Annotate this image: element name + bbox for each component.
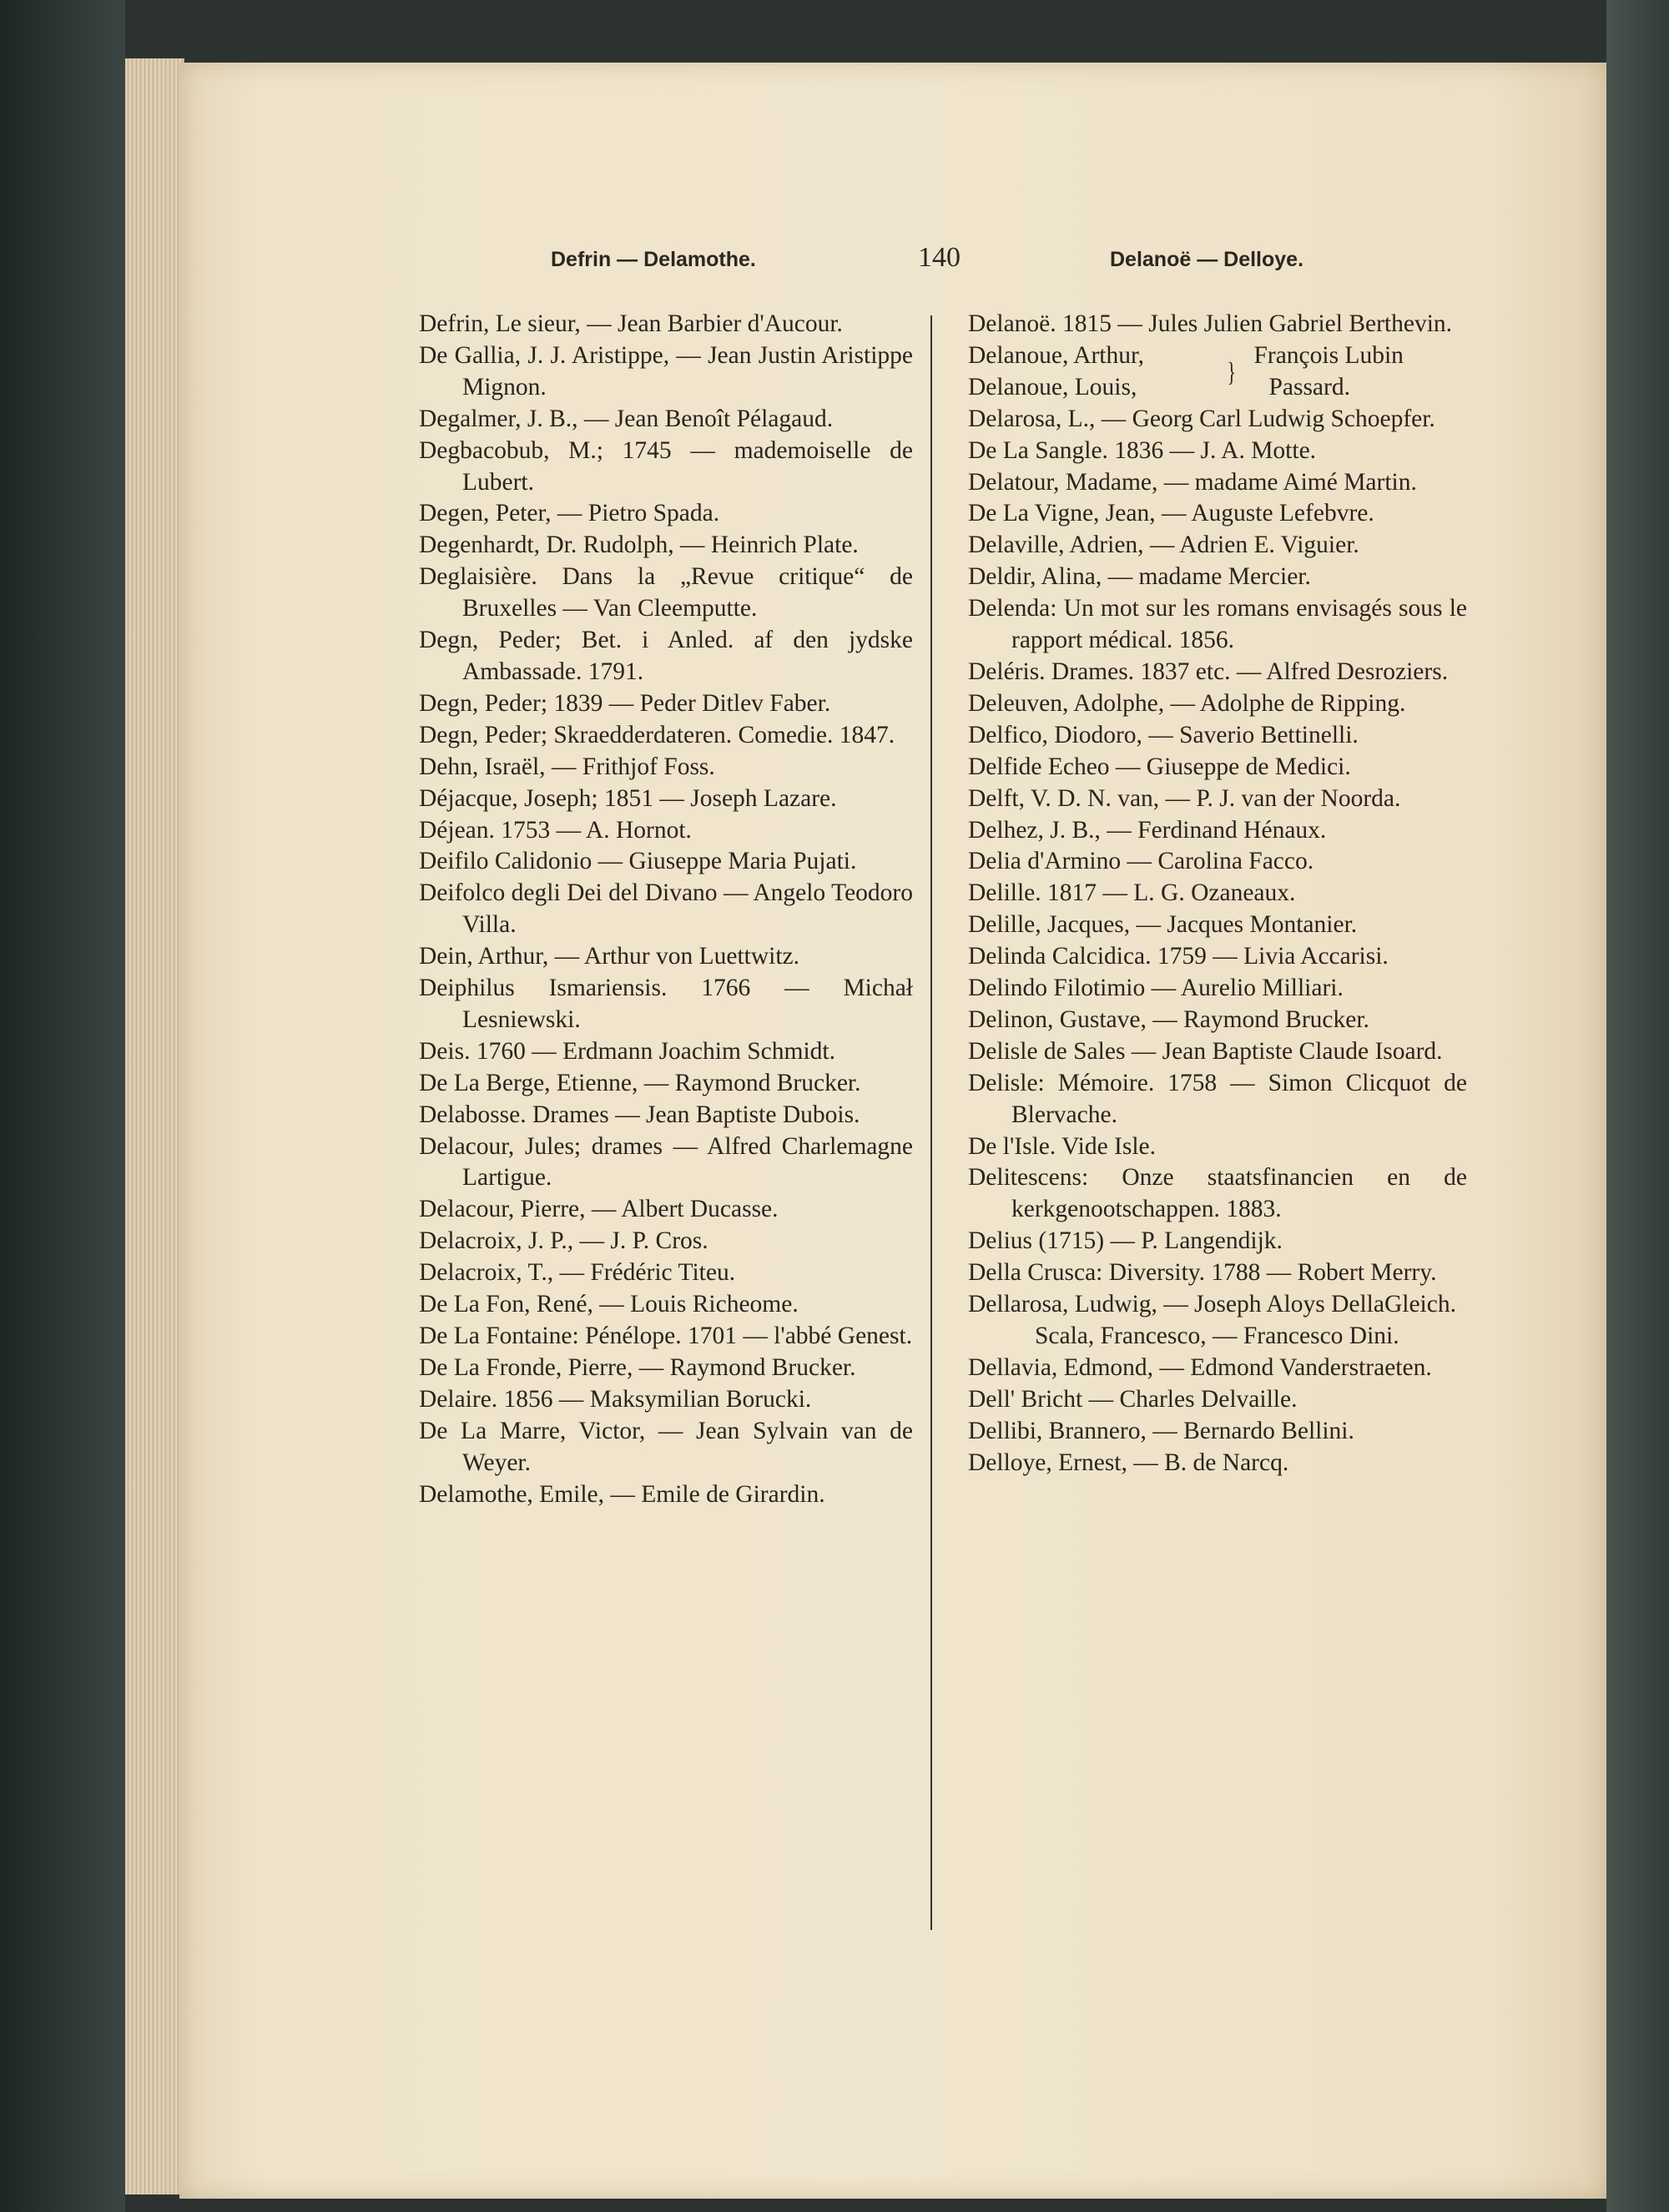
entry-text: Delanoue, Arthur, <box>968 341 1144 369</box>
index-entry: Delille, Jacques, — Jacques Montanier. <box>968 911 1358 939</box>
running-head-right: Delanoë — Delloye. <box>1110 248 1304 271</box>
index-entry: De La Sangle. 1836 — J. A. Motte. <box>968 436 1317 464</box>
index-entry: Degn, Peder; 1839 — Peder Ditlev Faber. <box>419 689 831 717</box>
index-entry: Delille. 1817 — L. G. Ozaneaux. <box>968 879 1296 907</box>
index-entry: De La Fontaine: Pénélope. 1701 — l'abbé Genest. <box>419 1323 913 1349</box>
brace-group <box>968 340 1467 404</box>
page-edges <box>125 58 184 2194</box>
index-entry: Delinda Calcidica. 1759 — Livia Accarisi. <box>968 943 1389 970</box>
index-entry: De Gallia, J. J. Aristippe, — Jean Justin Aristippe Mignon. <box>419 341 913 401</box>
index-entry: Delisle: Mémoire. 1758 — Simon Clicquot de Blervache. <box>968 1069 1467 1128</box>
index-entry: Delamothe, Emile, — Emile de Girardin. <box>419 1480 825 1508</box>
index-entry: Della Crusca: Diversity. 1788 — Robert Merry. <box>968 1259 1437 1287</box>
index-entry: Delindo Filotimio — Aurelio Milliari. <box>968 975 1344 1002</box>
brace-glyph: } <box>1227 355 1237 388</box>
index-entry: Dellibi, Brannero, — Bernardo Bellini. <box>968 1417 1354 1444</box>
index-entry: Deifolco degli Dei del Divano — Angelo Teodoro Villa. <box>419 879 913 939</box>
index-entry: Degenhardt, Dr. Rudolph, — Heinrich Plate. <box>419 532 859 559</box>
book-cover-right <box>1606 0 1669 2212</box>
index-entry: Deleuven, Adolphe, — Adolphe de Ripping. <box>968 689 1406 717</box>
index-entry: Delabosse. Drames — Jean Baptiste Dubois. <box>419 1101 860 1128</box>
index-entry: Delisle de Sales — Jean Baptiste Claude Isoard. <box>968 1037 1443 1065</box>
left-column <box>419 309 913 1510</box>
index-entry: Delitescens: Onze staatsfinancien en de kerkgenootschappen. 1883. <box>968 1164 1467 1223</box>
index-entry: Delenda: Un mot sur les romans envisagés sous le rapport médical. 1856. <box>968 595 1467 654</box>
running-head-left: Defrin — Delamothe. <box>551 248 756 271</box>
index-entry: Degn, Peder; Bet. i Anled. af den jydske Ambassade. 1791. <box>419 627 913 685</box>
entry-text: Passard. <box>1268 373 1350 401</box>
index-entry: Dellarosa, Ludwig, — Joseph Aloys DellaGleich. <box>968 1291 1456 1318</box>
book-cover-left <box>0 0 125 2212</box>
entry-text: François Lubin <box>1253 341 1404 369</box>
index-entry: Delanoë. 1815 — Jules Julien Gabriel Berthevin. <box>968 310 1453 337</box>
index-entry: Degbacobub, M.; 1745 — mademoiselle de Lubert. <box>419 436 913 496</box>
index-entry: Dellavia, Edmond, — Edmond Vanderstraeten. <box>968 1353 1432 1381</box>
index-entry: Delfide Echeo — Giuseppe de Medici. <box>968 753 1351 780</box>
index-entry: Delhez, J. B., — Ferdinand Hénaux. <box>968 816 1327 844</box>
index-entry: Degalmer, J. B., — Jean Benoît Pélagaud. <box>419 405 834 432</box>
index-entry: Delacour, Jules; drames — Alfred Charlemagne Lartigue. <box>419 1132 913 1192</box>
index-entry: Dehn, Israël, — Frithjof Foss. <box>419 753 715 780</box>
index-entry: Scala, Francesco, — Francesco Dini. <box>1035 1323 1399 1349</box>
index-entry: Degn, Peder; Skraedderdateren. Comedie. 1847. <box>419 721 895 748</box>
index-entry: Deglaisière. Dans la „Revue critique“ de Bruxelles — Van Cleemputte. <box>419 563 913 622</box>
index-entry: Delacroix, J. P., — J. P. Cros. <box>419 1227 708 1255</box>
index-entry: Deis. 1760 — Erdmann Joachim Schmidt. <box>419 1037 835 1065</box>
index-entry: Déjacque, Joseph; 1851 — Joseph Lazare. <box>419 784 837 812</box>
index-entry: Deldir, Alina, — madame Mercier. <box>968 563 1311 591</box>
index-entry: Delatour, Madame, — madame Aimé Martin. <box>968 468 1417 496</box>
index-entry: Delia d'Armino — Carolina Facco. <box>968 848 1314 875</box>
index-entry: De La Vigne, Jean, — Auguste Lefebvre. <box>968 500 1374 527</box>
index-entry: De La Fon, René, — Louis Richeome. <box>419 1291 799 1318</box>
index-entry: Delloye, Ernest, — B. de Narcq. <box>968 1449 1289 1476</box>
index-entry: Dein, Arthur, — Arthur von Luettwitz. <box>419 943 799 970</box>
entry-text: Delanoue, Louis, <box>968 373 1137 401</box>
column-divider <box>930 315 932 1930</box>
index-entry: Delarosa, L., — Georg Carl Ludwig Schoepfer. <box>968 405 1435 432</box>
index-entry: De La Berge, Etienne, — Raymond Brucker. <box>419 1069 861 1096</box>
index-entry: Delacour, Pierre, — Albert Ducasse. <box>419 1196 779 1223</box>
index-entry: Delius (1715) — P. Langendijk. <box>968 1227 1283 1255</box>
index-entry: Dell' Bricht — Charles Delvaille. <box>968 1385 1298 1413</box>
index-entry: De l'Isle. Vide Isle. <box>968 1132 1157 1160</box>
right-column <box>968 309 1467 1479</box>
index-entry: Delfico, Diodoro, — Saverio Bettinelli. <box>968 721 1359 748</box>
index-entry: Delinon, Gustave, — Raymond Brucker. <box>968 1005 1369 1033</box>
index-entry: Deifilo Calidonio — Giuseppe Maria Pujati. <box>419 848 857 875</box>
index-entry: Degen, Peter, — Pietro Spada. <box>419 500 720 527</box>
index-entry: Delaire. 1856 — Maksymilian Borucki. <box>419 1385 812 1413</box>
index-entry: De La Fronde, Pierre, — Raymond Brucker. <box>419 1353 856 1381</box>
index-entry: Defrin, Le sieur, — Jean Barbier d'Aucour. <box>419 310 843 337</box>
index-entry: Déjean. 1753 — A. Hornot. <box>419 816 692 844</box>
index-entry: Deléris. Drames. 1837 etc. — Alfred Desroziers. <box>968 658 1449 685</box>
page-number: 140 <box>918 242 961 273</box>
index-entry: Delacroix, T., — Frédéric Titeu. <box>419 1259 736 1287</box>
index-entry: De La Marre, Victor, — Jean Sylvain van de Weyer. <box>419 1417 913 1476</box>
index-entry: Delft, V. D. N. van, — P. J. van der Noorda. <box>968 784 1401 812</box>
index-entry: Deiphilus Ismariensis. 1766 — Michał Lesniewski. <box>419 975 913 1033</box>
index-entry: Delaville, Adrien, — Adrien E. Viguier. <box>968 532 1359 559</box>
